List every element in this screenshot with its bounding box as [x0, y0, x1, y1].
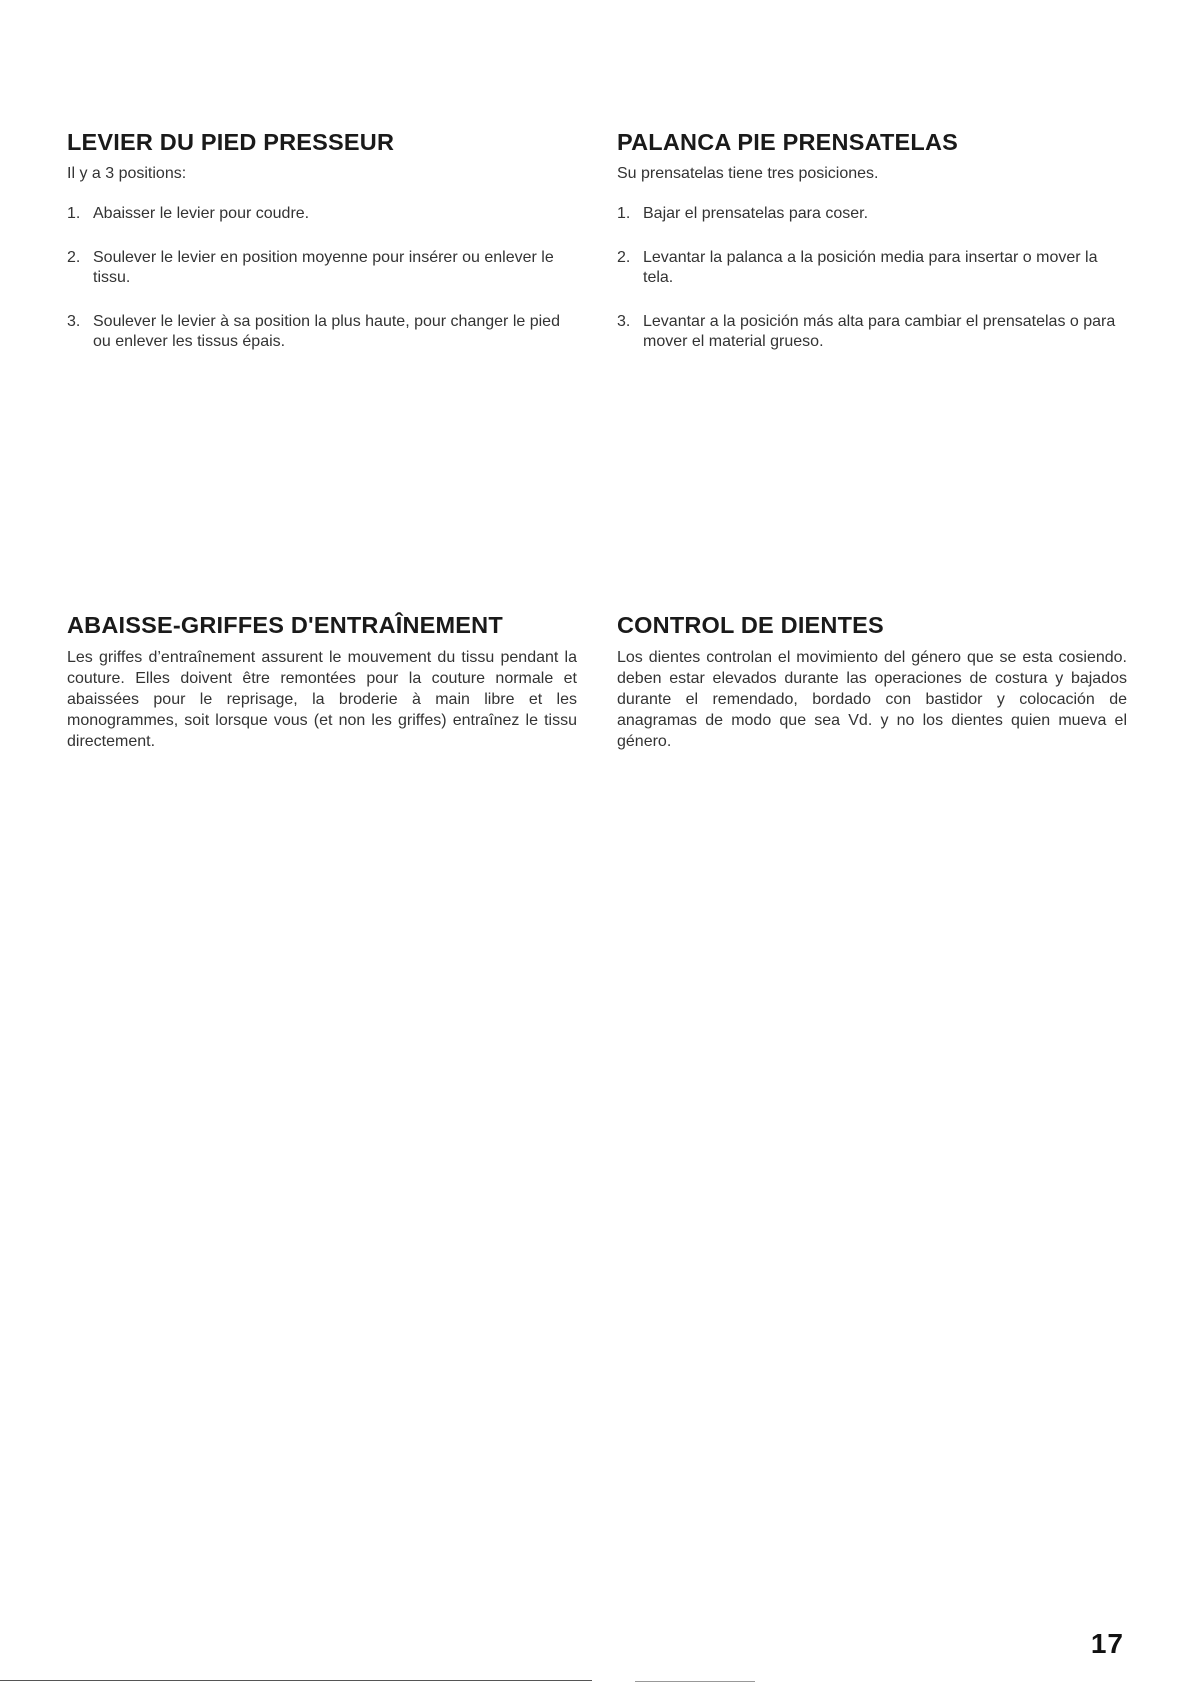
fr-presser-lever-intro: Il y a 3 positions: [67, 165, 187, 182]
es-feed-dogs-heading: CONTROL DE DIENTES [617, 612, 884, 638]
es-presser-lever-heading: PALANCA PIE PRENSATELAS [617, 129, 959, 155]
fr-presser-lever-heading: LEVIER DU PIED PRESSEUR [67, 129, 395, 155]
step-text: Levantar la palanca a la posición media para insertar o mover la tela. [643, 249, 1098, 286]
step-number: 2. [617, 249, 631, 266]
es-presser-lever-section [617, 128, 1127, 376]
step-text: Levantar a la posición más alta para cambiar el prensatelas o para mover el material grueso. [643, 313, 1116, 350]
fr-step-1 [67, 204, 577, 224]
step-text: Soulever le levier en position moyenne pour insérer ou enlever le tissu. [93, 249, 554, 286]
step-number: 1. [617, 205, 631, 222]
es-step-2 [617, 248, 1127, 288]
fr-step-3 [67, 312, 577, 352]
es-presser-lever-intro: Su prensatelas tiene tres posiciones. [617, 165, 879, 182]
step-number: 3. [617, 313, 631, 330]
step-number: 2. [67, 249, 81, 266]
step-number: 1. [67, 205, 81, 222]
fr-feed-dogs-section [67, 611, 577, 752]
step-text: Bajar el prensatelas para coser. [643, 205, 869, 222]
fr-feed-dogs-text: Les griffes d’entraînement assurent le mouvement du tissu pendant la couture. Elles doivent être remontées pour la couture normale et abaissées pour le reprisage, la broderie à main libre et les monogrammes, soit lorsque vous (et non les griffes) entraînez le tissu directement. [67, 649, 577, 750]
step-number: 3. [67, 313, 81, 330]
step-text: Abaisser le levier pour coudre. [93, 205, 310, 222]
step-text: Soulever le levier à sa position la plus haute, pour changer le pied ou enlever les tissus épais. [93, 313, 560, 350]
fr-presser-lever-section [67, 128, 577, 376]
fr-step-2 [67, 248, 577, 288]
fr-presser-lever-steps [67, 204, 577, 352]
page-number: 17 [1090, 1628, 1124, 1659]
footer-rule-right [635, 1681, 755, 1682]
fr-feed-dogs-heading: ABAISSE-GRIFFES D'ENTRAÎNEMENT [67, 612, 503, 638]
es-step-3 [617, 312, 1127, 352]
es-step-1 [617, 204, 1127, 224]
es-feed-dogs-section [617, 611, 1127, 752]
es-presser-lever-steps [617, 204, 1127, 352]
es-feed-dogs-text: Los dientes controlan el movimiento del género que se esta cosiendo. deben estar elevados durante las operaciones de costura y bajados durante el remendado, bordado con bastidor y colocación de anagramas de modo que sea Vd. y no los dientes quien mueva el género. [617, 649, 1127, 750]
footer-rule [0, 1680, 592, 1681]
